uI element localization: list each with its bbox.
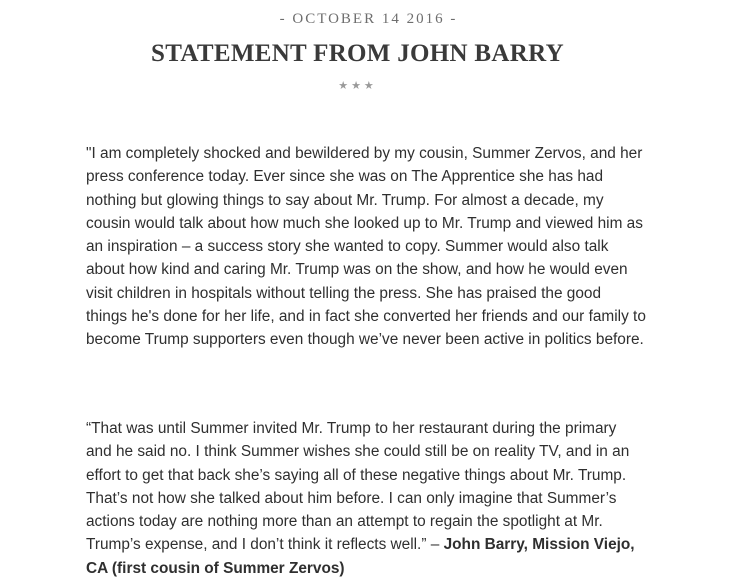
statement-paragraph-1: "I am completely shocked and bewildered by my cousin, Summer Zervos, and her press conference today. Ever since she was on The Apprentice she has had nothing but glowing things to say about Mr. Trump. For almost a decade, my cousin would talk about how much she looked up to Mr. Trump and viewed him as an inspiration – a success story she wanted to copy. Summer would also talk about how kind and caring Mr. Trump was on the show, and how he would even visit children in hospitals without telling the press. She has praised the good things he's done for her life, and in fact she converted her friends and our family to become Trump supporters even though we’ve never been active in politics before. (86, 145, 646, 349)
statement-paragraph-2 (86, 417, 646, 580)
date-line: - OCTOBER 14 2016 - (279, 11, 458, 27)
statement-paragraph-2-text: “That was until Summer invited Mr. Trump to her restaurant during the primary and he said no. I think Summer wishes she could still be on reality TV, and in an effort to get that back she’s saying all of these negative things about Mr. Trump. That’s not how she talked about him before. I can only imagine that Summer’s actions today are nothing more than an attempt to regain the spotlight at Mr. Trump’s expense, and I don’t think it reflects well.” – (86, 420, 630, 554)
attribution: John Barry, Mission Viejo, CA (first cousin of Summer Zervos) (86, 536, 635, 577)
page-title: STATEMENT FROM JOHN BARRY (151, 40, 564, 67)
star-divider: ★★★ (338, 79, 377, 92)
